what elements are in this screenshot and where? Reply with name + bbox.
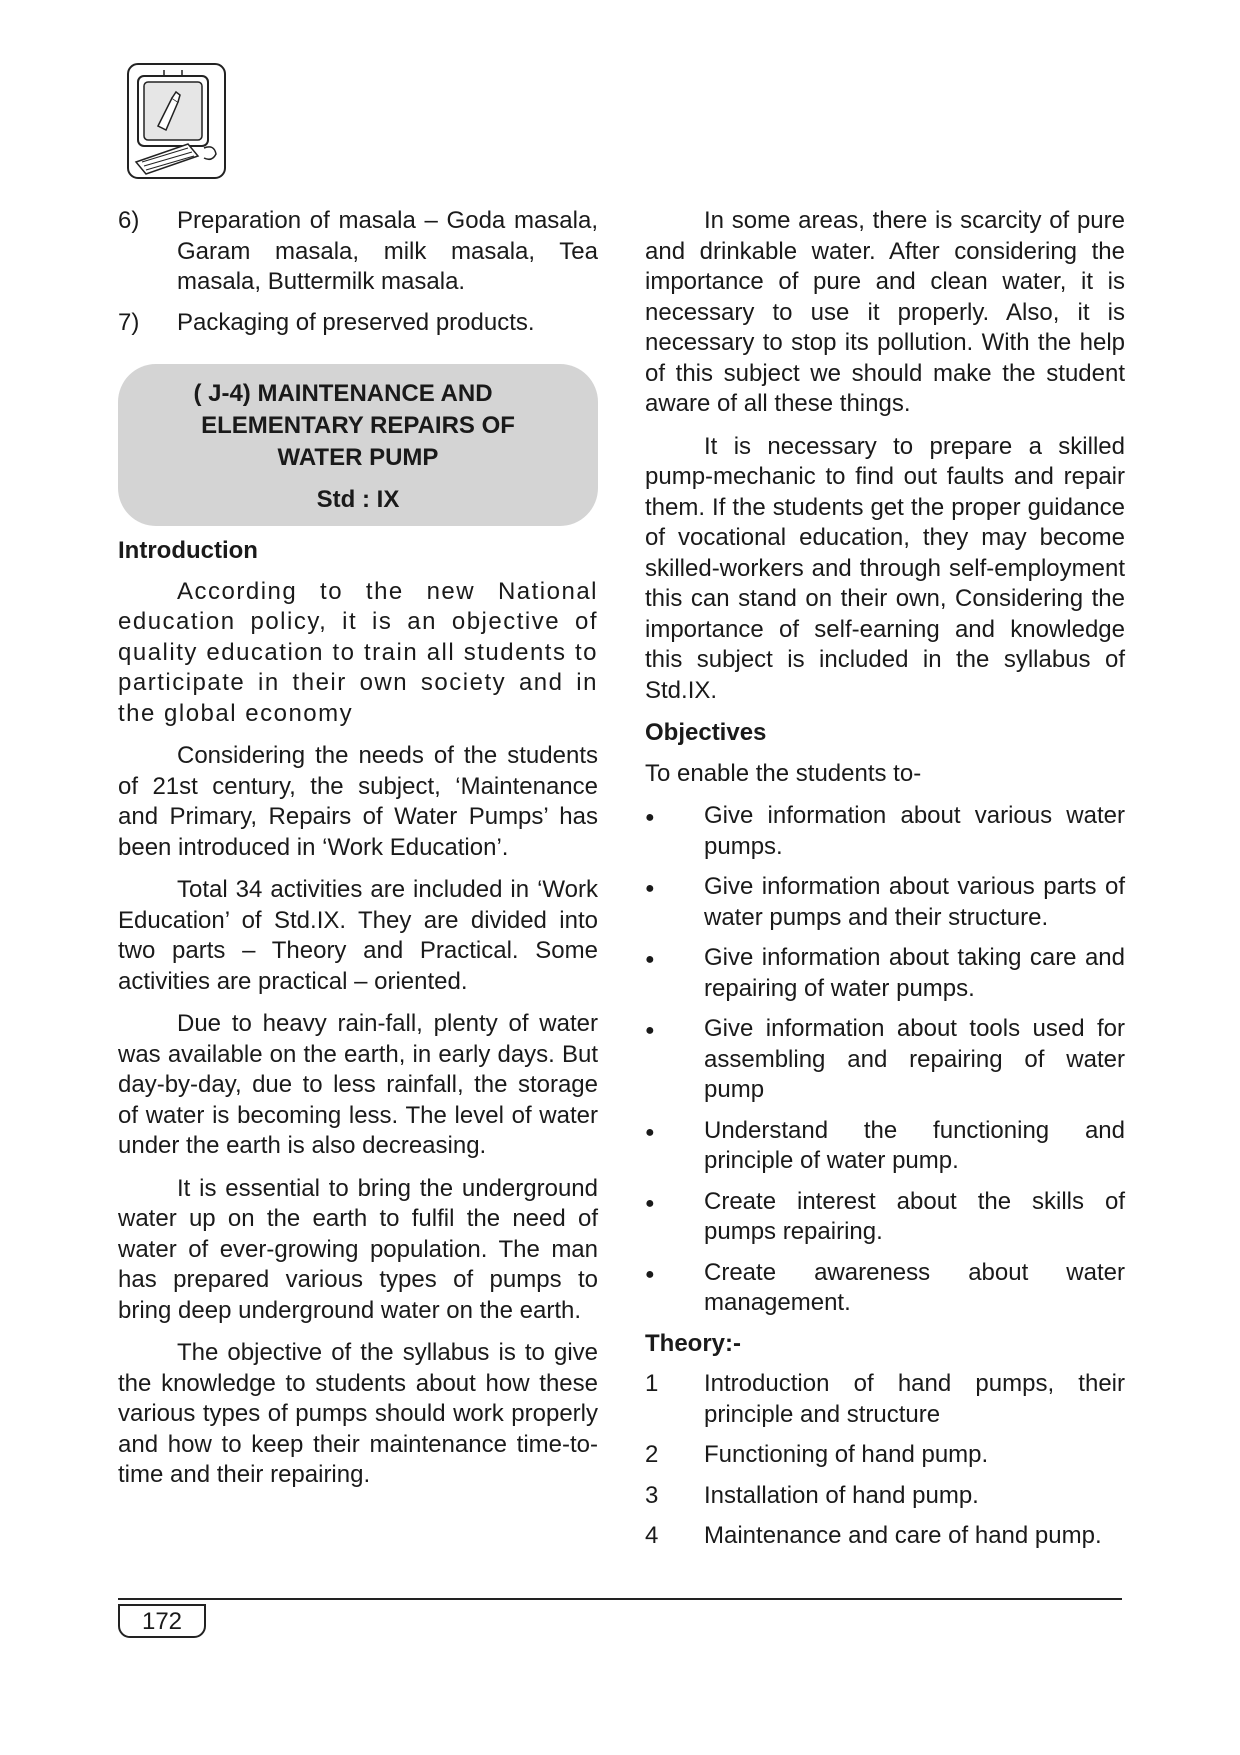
objective-text: Give information about tools used for assembling and repairing of water pump [704, 1015, 1125, 1103]
theory-text: Maintenance and care of hand pump. [704, 1522, 1102, 1549]
subject-title-line: ( J-4) MAINTENANCE AND [193, 380, 493, 407]
objective-item [645, 943, 1125, 1004]
objectives-heading: Objectives [645, 719, 767, 746]
objective-text: Create interest about the skills of pumps repairing. [704, 1187, 1125, 1245]
theory-item [645, 1440, 1125, 1471]
objective-text: Give information about various water pumps. [704, 802, 1125, 860]
list-number: 7) [118, 308, 140, 336]
bullet-icon: ● [645, 809, 655, 826]
page-number: 172 [118, 1604, 206, 1638]
theory-number: 2 [645, 1441, 659, 1468]
objective-item [645, 1187, 1125, 1248]
paragraph: It is essential to bring the underground water up on the earth to fulfil the need of water of ever-growing population. The man has prepared various types of pumps to bring deep underground water on the earth. [118, 1174, 598, 1324]
list-text: Packaging of preserved products. [177, 308, 535, 336]
theory-text: Introduction of hand pumps, their principle and structure [704, 1370, 1125, 1428]
list-item [118, 308, 598, 339]
theory-text: Functioning of hand pump. [704, 1441, 989, 1468]
theory-number: 4 [645, 1522, 659, 1549]
list-number: 6) [118, 207, 140, 234]
paragraph: It is necessary to prepare a skilled pump-mechanic to find out faults and repair them. If the students get the proper guidance of vocational education, they may become skilled-workers and through self-employment this can stand on their own, Considering the importance of self-earning and knowledge this subject is included in the syllabus of Std.IX. [645, 432, 1125, 704]
paragraph: According to the new National education policy, it is an objective of quality education to train all students to participate in their own society and in the global economy [118, 577, 598, 727]
objective-text: Give information about taking care and repairing of water pumps. [704, 944, 1125, 1002]
theory-item [645, 1521, 1125, 1552]
objective-item [645, 872, 1125, 933]
theory-number: 1 [645, 1370, 659, 1397]
bullet-icon: ● [645, 880, 655, 897]
objective-item [645, 1014, 1125, 1106]
bullet-icon: ● [645, 1194, 655, 1212]
theory-number: 3 [645, 1481, 659, 1509]
paragraph: Total 34 activities are included in ‘Work Education’ of Std.IX. They are divided into two parts – Theory and Practical. Some activities are practical – oriented. [118, 876, 598, 995]
theory-item [645, 1369, 1125, 1430]
right-column [645, 206, 1125, 1562]
objectives-lead: To enable the students to- [645, 759, 922, 787]
footer-divider [118, 1598, 1122, 1600]
introduction-heading: Introduction [118, 537, 258, 564]
theory-text: Installation of hand pump. [704, 1481, 979, 1509]
theory-heading: Theory:- [645, 1329, 741, 1357]
theory-item [645, 1481, 1125, 1512]
objective-item [645, 1116, 1125, 1177]
objective-item [645, 801, 1125, 862]
paragraph: Due to heavy rain-fall, plenty of water was available on the earth, in early days. But day-by-day, due to less rainfall, the storage of water is becoming less. The level of water under the earth is also decreasing. [118, 1010, 598, 1159]
bullet-icon: ● [645, 1123, 655, 1141]
list-text: Preparation of masala – Goda masala, Garam masala, milk masala, Tea masala, Buttermilk masala. [177, 207, 598, 295]
objective-text: Create awareness about water management. [704, 1258, 1125, 1316]
bullet-icon: ● [645, 1265, 655, 1283]
standard-label: Std : IX [316, 486, 400, 513]
bullet-icon: ● [645, 951, 655, 968]
paragraph: Considering the needs of the students of 21st century, the subject, ‘Maintenance and Primary, Repairs of Water Pumps’ has been introduced in ‘Work Education’. [118, 742, 598, 861]
subject-title-box [118, 364, 598, 526]
subject-title-line: WATER PUMP [277, 444, 439, 471]
list-item [118, 206, 598, 298]
subject-title-line: ELEMENTARY REPAIRS OF [201, 412, 515, 439]
objective-text: Understand the functioning and principle of water pump. [704, 1116, 1125, 1174]
paragraph: The objective of the syllabus is to give the knowledge to students about how these various types of pumps should work properly and how to keep their maintenance time-to-time and their repairing. [118, 1339, 598, 1488]
bullet-icon: ● [645, 1022, 655, 1039]
left-column [118, 206, 598, 1503]
objective-item [645, 1258, 1125, 1319]
objective-text: Give information about various parts of water pumps and their structure. [704, 873, 1125, 931]
computer-keyboard-icon [126, 62, 227, 180]
paragraph: In some areas, there is scarcity of pure and drinkable water. After considering the importance of pure and clean water, it is necessary to use it properly. Also, it is necessary to stop its pollution. With the help of this subject we should make the student aware of all these things. [645, 207, 1125, 417]
